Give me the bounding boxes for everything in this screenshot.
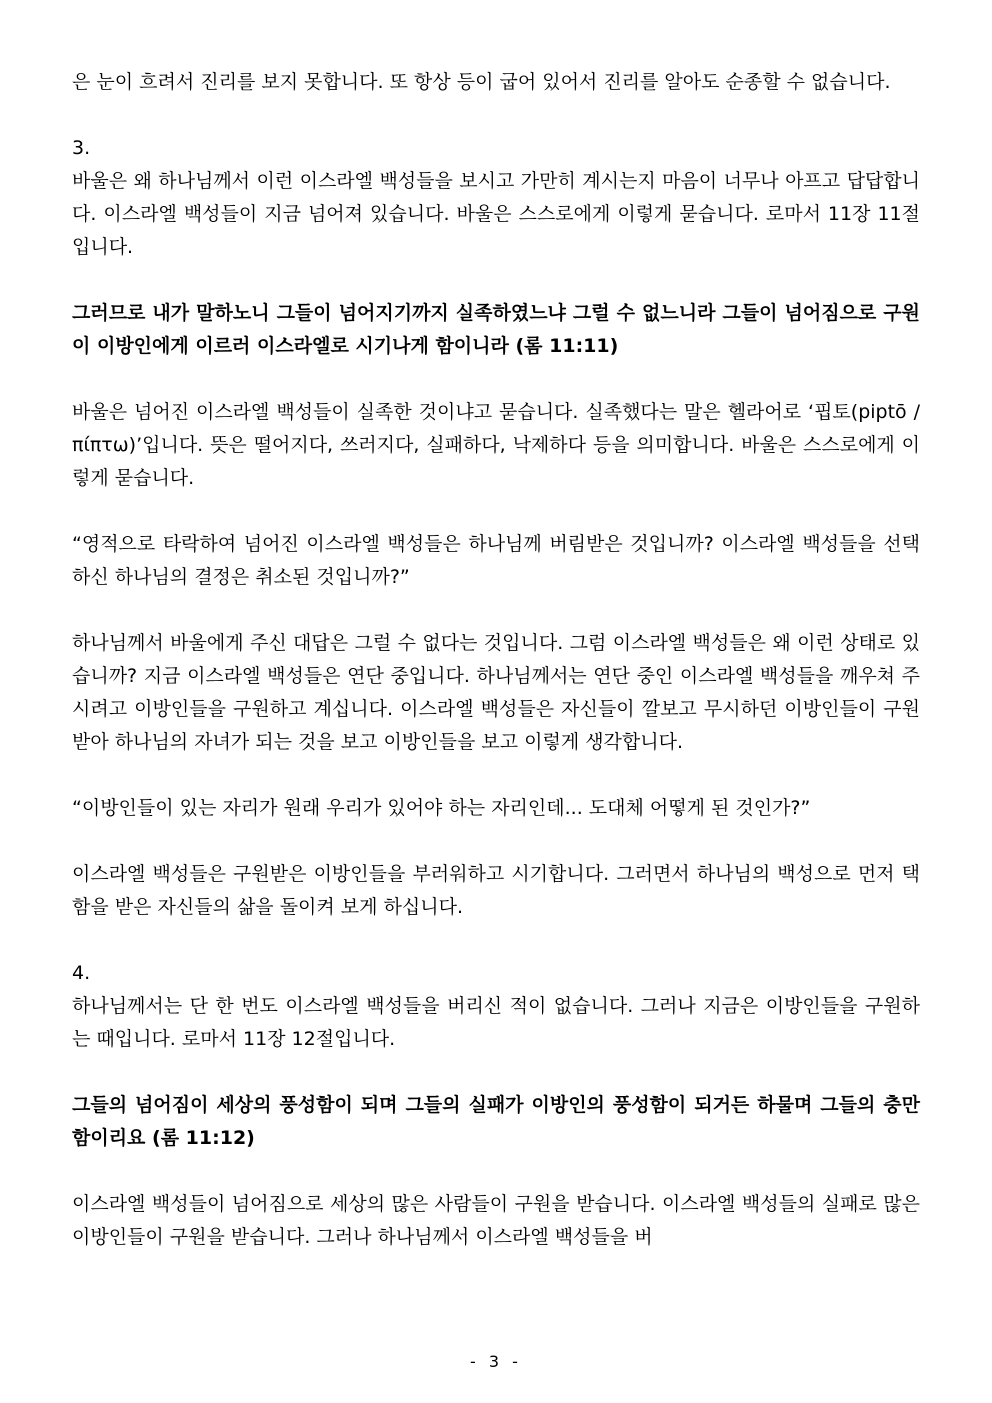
page-body xyxy=(72,66,920,1254)
paragraph-spacer xyxy=(72,264,920,297)
paragraph: “이방인들이 있는 자리가 원래 우리가 있어야 하는 자리인데... 도대체 어떻게 된 것인가?” xyxy=(72,797,811,819)
paragraph-spacer xyxy=(72,594,920,627)
section-number: 3. xyxy=(72,137,91,159)
paragraph: 은 눈이 흐려서 진리를 보지 못합니다. 또 항상 등이 굽어 있어서 진리를 알아도 순종할 수 없습니다. xyxy=(72,71,891,93)
paragraph-spacer xyxy=(72,495,920,528)
paragraph: 이스라엘 백성들은 구원받은 이방인들을 부러워하고 시기합니다. 그러면서 하나님의 백성으로 먼저 택함을 받은 자신들의 삶을 돌이켜 보게 하십니다. xyxy=(72,863,920,918)
page-number: - 3 - xyxy=(470,1352,522,1371)
paragraph-spacer xyxy=(72,924,920,957)
scripture-quote: 그러므로 내가 말하노니 그들이 넘어지기까지 실족하였느냐 그럴 수 없느니라 그들이 넘어짐으로 구원이 이방인에게 이르러 이스라엘로 시기나게 함이니라 (롬 11:11) xyxy=(72,302,920,357)
paragraph-spacer xyxy=(72,1056,920,1089)
paragraph: 이스라엘 백성들이 넘어짐으로 세상의 많은 사람들이 구원을 받습니다. 이스라엘 백성들의 실패로 많은 이방인들이 구원을 받습니다. 그러나 하나님께서 이스라엘 백성들을 버 xyxy=(72,1193,920,1248)
paragraph: 하나님께서 바울에게 주신 대답은 그럴 수 없다는 것입니다. 그럼 이스라엘 백성들은 왜 이런 상태로 있습니까? 지금 이스라엘 백성들은 연단 중입니다. 하나님께서는 연단 중인 이스라엘 백성들을 깨우쳐 주시려고 이방인들을 구원하고 계십니다. 이스라엘 백성들은 자신들이 깔보고 무시하던 이방인들이 구원받아 하나님의 자녀가 되는 것을 보고 이방인들을 보고 이렇게 생각합니다. xyxy=(72,632,920,753)
paragraph-spacer xyxy=(72,759,920,792)
paragraph: 바울은 왜 하나님께서 이런 이스라엘 백성들을 보시고 가만히 계시는지 마음이 너무나 아프고 답답합니다. 이스라엘 백성들이 지금 넘어져 있습니다. 바울은 스스로에게 이렇게 묻습니다. 로마서 11장 11절입니다. xyxy=(72,170,920,258)
paragraph-spacer xyxy=(72,825,920,858)
paragraph-spacer xyxy=(72,363,920,396)
paragraph-spacer xyxy=(72,99,920,132)
paragraph: 바울은 넘어진 이스라엘 백성들이 실족한 것이냐고 묻습니다. 실족했다는 말은 헬라어로 ‘핍토(piptō / πίπτω)’입니다. 뜻은 떨어지다, 쓰러지다, 실패하다, 낙제하다 등을 의미합니다. 바울은 스스로에게 이렇게 묻습니다. xyxy=(72,401,920,489)
paragraph: 하나님께서는 단 한 번도 이스라엘 백성들을 버리신 적이 없습니다. 그러나 지금은 이방인들을 구원하는 때입니다. 로마서 11장 12절입니다. xyxy=(72,995,920,1050)
paragraph: “영적으로 타락하여 넘어진 이스라엘 백성들은 하나님께 버림받은 것입니까? 이스라엘 백성들을 선택하신 하나님의 결정은 취소된 것입니까?” xyxy=(72,533,920,588)
paragraph-spacer xyxy=(72,1155,920,1188)
scripture-quote: 그들의 넘어짐이 세상의 풍성함이 되며 그들의 실패가 이방인의 풍성함이 되거든 하물며 그들의 충만함이리요 (롬 11:12) xyxy=(72,1094,920,1149)
section-number: 4. xyxy=(72,962,91,984)
